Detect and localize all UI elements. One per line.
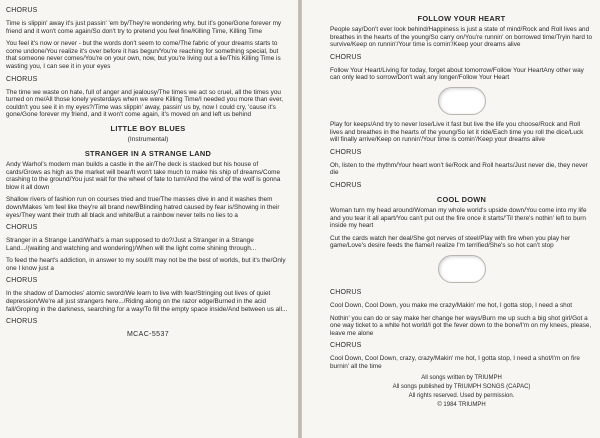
copyright-line: © 1984 TRIUMPH [437, 402, 486, 409]
chorus-label: CHORUS [6, 318, 38, 326]
catalog-number: MCAC-5537 [126, 331, 170, 339]
lyric-paragraph: Oh, listen to the rhythm/Your heart won't lie/Rock and Roll hearts/Just never die, they never die [330, 161, 588, 177]
chorus-label: CHORUS [6, 277, 38, 285]
chorus-label: CHORUS [330, 288, 362, 296]
lyric-paragraph: Cool Down, Cool Down, you make me crazy/Makin' me hot, I gotta stop, I need a shot [330, 301, 573, 309]
lyric-paragraph: In the shadow of Damocles' atomic sword/We learn to live with fear/Stringing out lives of quiet depression/We're all just strangers here.../Riding along on the razor edge/Burned in the acid fall/Groping in the darkness, searching for a way/To fill the empty space inside/And between us all... [6, 290, 288, 313]
lyric-paragraph: Follow Your Heart/Living for today, forget about tomorrow/Follow Your HeartAny other way can only lead to sorrow/Don't wait any longer/Follow Your Heart [330, 66, 584, 82]
song-title-stranger-in-a-strange-land: STRANGER IN A STRANGE LAND [84, 148, 212, 158]
lyric-paragraph: Time is slippin' away it's just passin' 'em by/They're wondering why, but it's gone/Gone forever my friend and it won't come again/So don't try to pretend you feel fine/Killing Time, Killing Time [6, 20, 282, 35]
credit-line: All songs written by TRIUMPH [421, 375, 502, 382]
chorus-label: CHORUS [330, 53, 362, 61]
lyric-paragraph: Woman turn my head around/Woman my whole world's upside down/You come into my life and you tear it all apart/You can't put out the fire once it starts/'Til there's nothin' left to burn inside my heart [330, 206, 587, 230]
lyric-paragraph: Shallow rivers of fashion run on courses tried and true/The masses dive in and it washes them down/Makes 'em feel like they're all brand new/Blinding hatred caused by fear is/Showing in their eyes/They want their truth all black and white/But a rainbow never tells no lies to a [6, 196, 280, 219]
lyric-paragraph: Cool Down, Cool Down, crazy, crazy/Makin' me hot, I gotta stop, I need a shot/I'm on fire burnin' all the time [330, 355, 580, 370]
song-subtitle-instrumental: (Instrumental) [127, 135, 169, 143]
lyric-paragraph: Stranger in a Strange Land/What's a man supposed to do?/Just a Stranger in a Strange Land.../(waiting and watching and wondering)/When will the light come shining through... [6, 237, 257, 252]
chorus-label: CHORUS [330, 148, 362, 156]
song-title-little-boy-blues: LITTLE BOY BLUES [110, 123, 186, 133]
cassette-spool-cutout [438, 255, 486, 283]
song-title-follow-your-heart: FOLLOW YOUR HEART [417, 14, 506, 23]
chorus-label: CHORUS [330, 181, 362, 189]
lyric-paragraph: You feel it's now or never - but the words don't seem to come/The fabric of your dreams starts to come undone/You realize it's over before it has begun/You're reaching for something special, but that someone never comes/You're on your own, now, but you're living out a lie/This Killing Time is wasting you, I can see it in your eyes [6, 40, 281, 70]
lyric-paragraph: The time we waste on hate, full of anger and jealousy/The times we act so cruel, all the times you turned on me/All those lonely yesterdays when we were Killing Time/I needed you more than ever, couldn't you see it in my eyes?/Time was slippin' away, passin' us by, now I could cry, 'cause it's gone/Gone forever my friend, and it won't come again, it's moved on and left us behind [6, 88, 284, 119]
chorus-label: CHORUS [6, 224, 38, 232]
chorus-label: CHORUS [6, 7, 38, 14]
lyric-paragraph: Play for keeps/And try to never lose/Live it fast but live the life you choose/Rock and Roll lives and breathes in the hearts of the young/So let it ride/Each time you roll the dice/Luck will finally arrive/Keep on runnin'/Your time is comin'/Keep your dreams alive [330, 120, 584, 144]
lyric-paragraph: Cut the cards watch her deal/She got nerves of steel/Play with fire when you play her game/Love's desire feeds the flame/I realize I'm terrified/She's so hot can't stop [330, 234, 571, 250]
credit-line: All rights reserved. Used by permission. [408, 393, 515, 400]
chorus-label: CHORUS [6, 75, 38, 83]
cassette-spool-cutout [438, 87, 486, 115]
right-panel [302, 0, 600, 438]
chorus-label: CHORUS [330, 342, 362, 350]
lyric-paragraph: To feed the heart's addiction, in answer to my soul/It may not be the best of worlds, but it's the/Only one I know just a [6, 257, 286, 272]
lyric-paragraph: People say/Don't ever look behind/Happiness is just a state of mind/Rock and Roll lives and breathes in the hearts of the young/So carry on/You're runnin' on borrowed time/Tryin hard to survive/Keep on runnin'/Your time is comin'/Keep your dreams alive [330, 26, 593, 49]
lyric-paragraph: Andy Warhol's modern man builds a castle in the air/The deck is stacked but his house of cards/Grows as high as the market will bear/It won't take much to make his ship of dreams/Come crashing to the ground/You just wait for the wheel of fate to turn/And the wind of the wolf is gonna blow it all down [6, 160, 281, 191]
song-title-cool-down: COOL DOWN [436, 194, 487, 204]
lyric-paragraph: Nothin' you can do or say make her change her ways/Burn me up such a big shot girl/Got a one way ticket to a white hot world/I got the fever down to the bone/I'm on my knees, please, leave me alone [330, 314, 592, 337]
left-panel [0, 0, 298, 438]
credit-line: All songs published by TRIUMPH SONGS (CAPAC) [392, 384, 531, 391]
